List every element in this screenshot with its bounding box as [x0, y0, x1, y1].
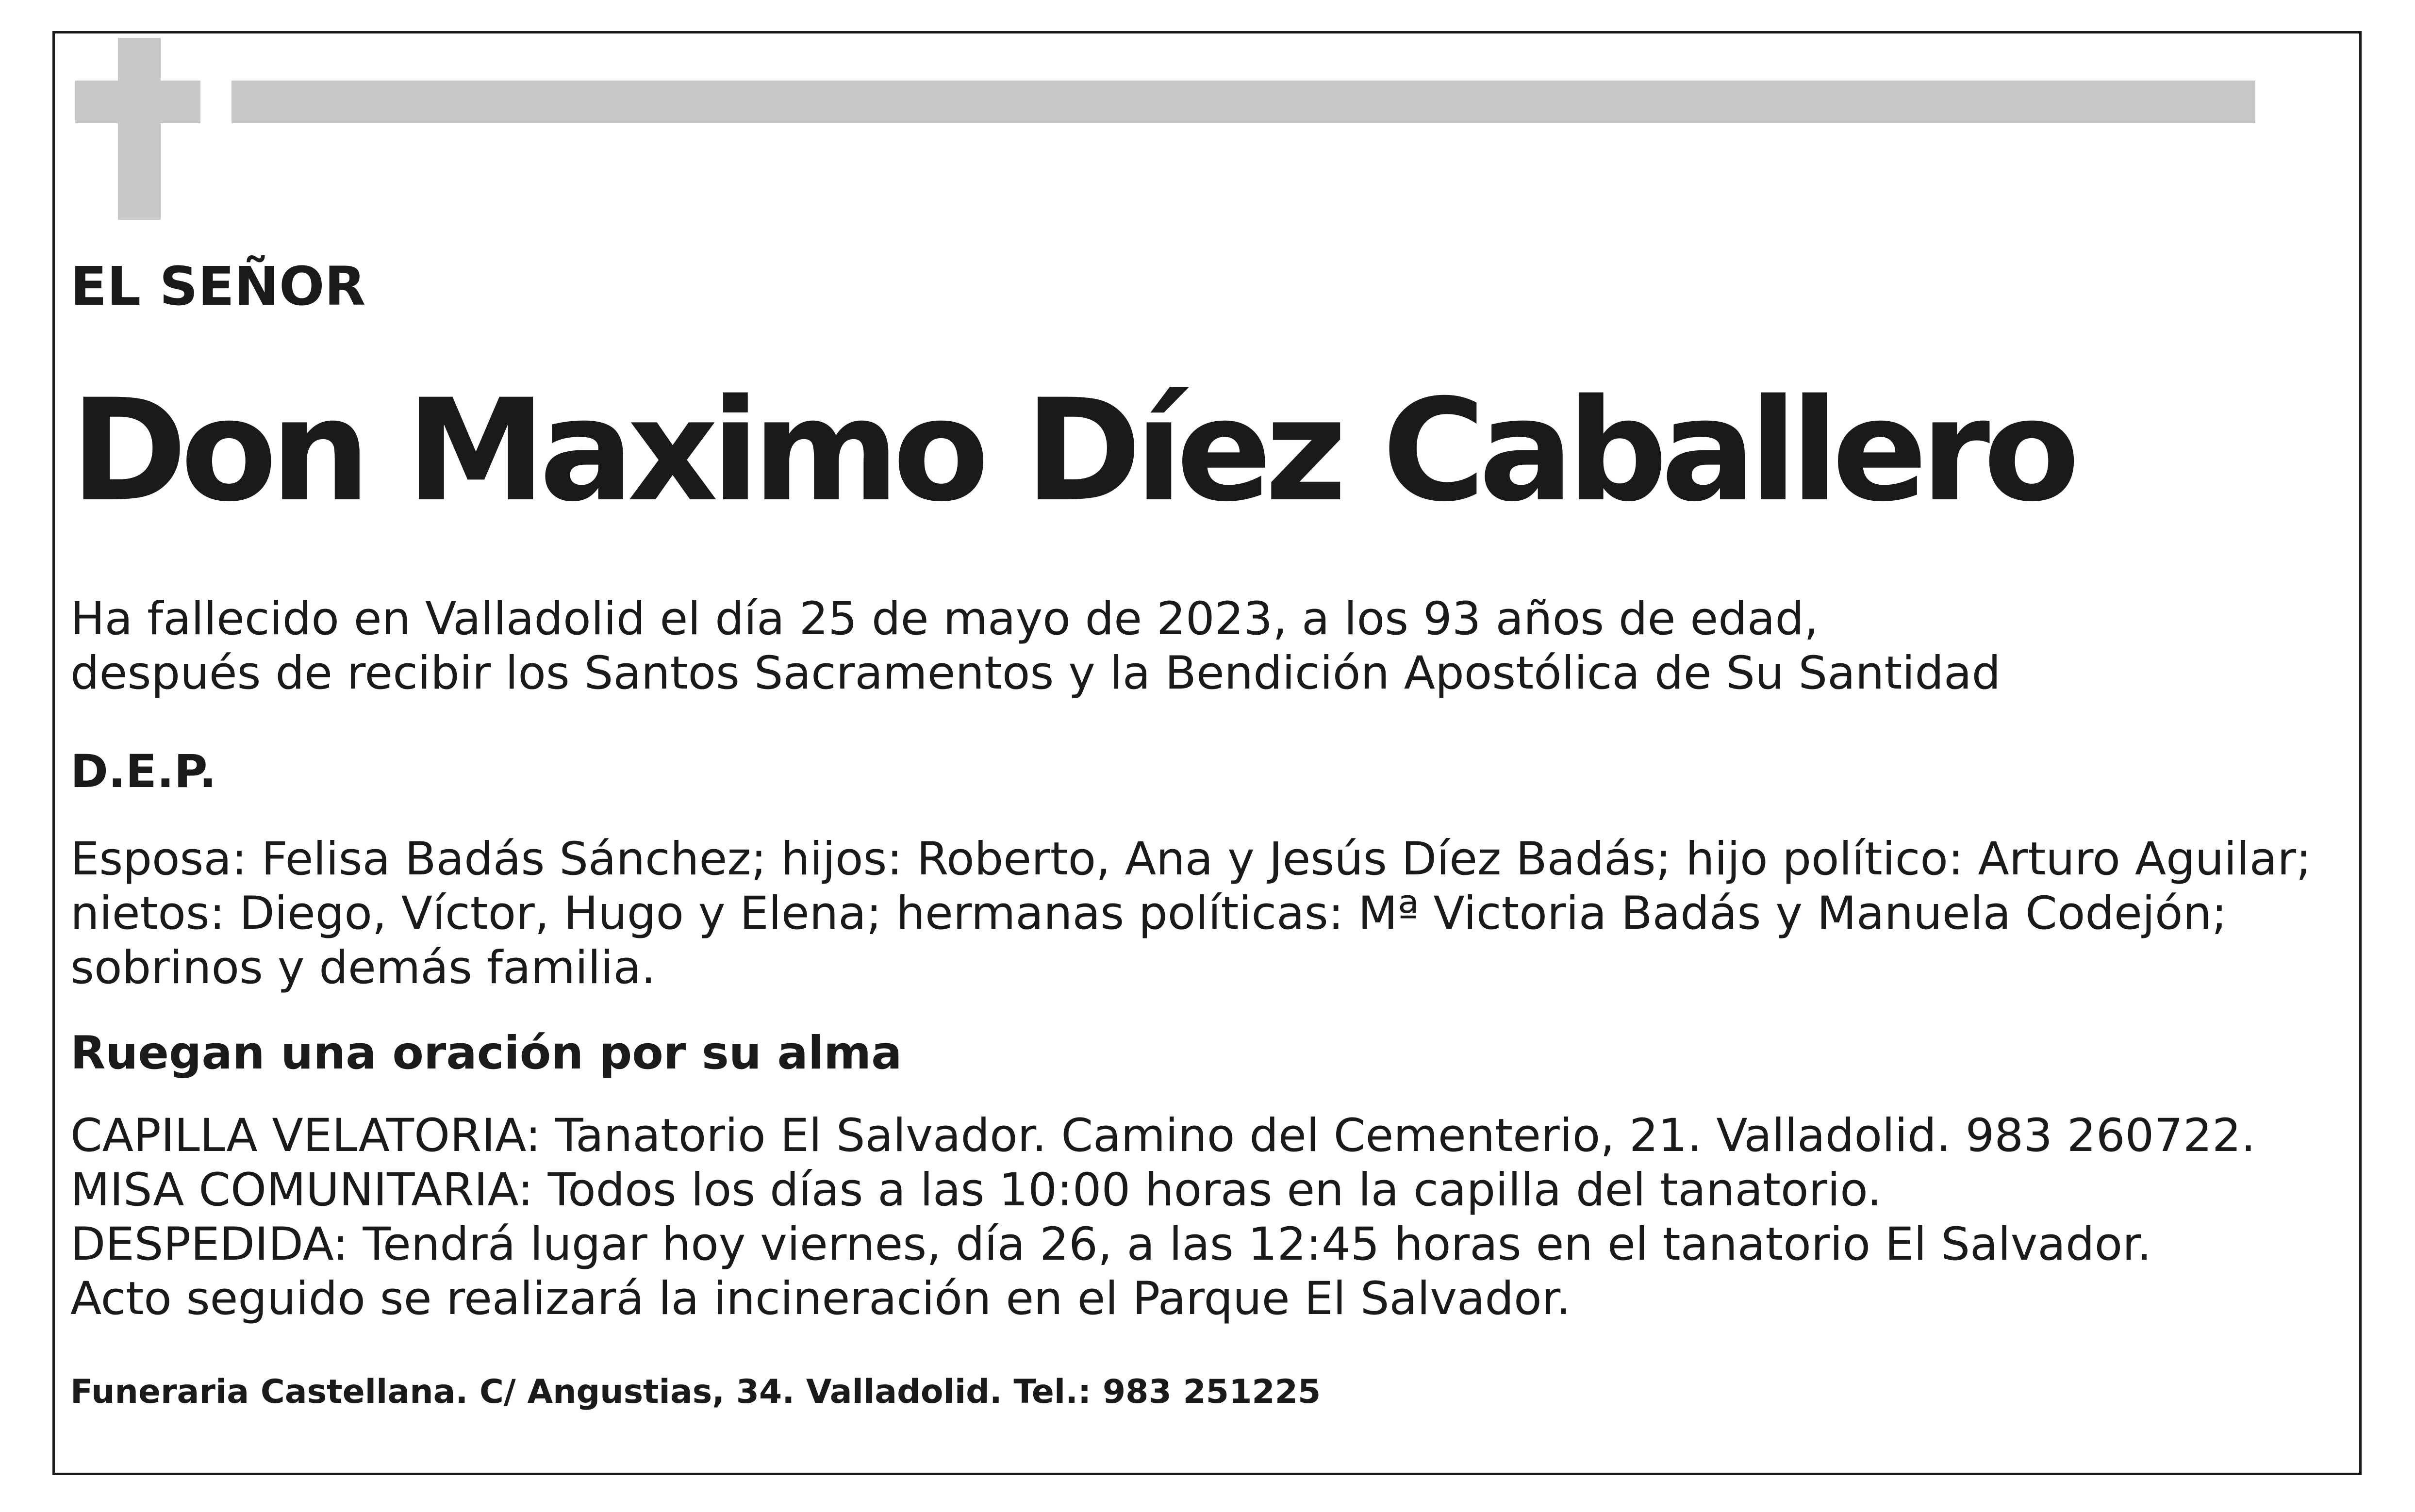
announcement-line: después de recibir los Santos Sacramentos y la Bendición Apostólica de Su Santidad: [70, 647, 2001, 700]
announcement-line: Ha fallecido en Valladolid el día 25 de mayo de 2023, a los 93 años de edad,: [70, 592, 1819, 645]
dep-label: D.E.P.: [70, 745, 217, 798]
detail-line: CAPILLA VELATORIA: Tanatorio El Salvador. Camino del Cementerio, 21. Valladolid. 983 260722.: [70, 1109, 2256, 1162]
title-prefix: EL SEÑOR: [70, 255, 366, 317]
prayer-request: Ruegan una oración por su alma: [70, 1027, 902, 1080]
service-details: [70, 1109, 2256, 1326]
family-list: [70, 832, 2312, 995]
funeral-home-footer: Funeraria Castellana. C/ Angustias, 34. Valladolid. Tel.: 983 251225: [70, 1373, 1321, 1411]
announcement: [70, 592, 2001, 701]
detail-line: Acto seguido se realizará la incineración en el Parque El Salvador.: [70, 1272, 1571, 1325]
family-line: Esposa: Felisa Badás Sánchez; hijos: Roberto, Ana y Jesús Díez Badás; hijo político: Arturo Aguilar;: [70, 833, 2312, 886]
family-line: nietos: Diego, Víctor, Hugo y Elena; hermanas políticas: Mª Victoria Badás y Manuela Codejón;: [70, 887, 2227, 940]
detail-line: DESPEDIDA: Tendrá lugar hoy viernes, día 26, a las 12:45 horas en el tanatorio El Salvador.: [70, 1218, 2152, 1271]
detail-line: MISA COMUNITARIA: Todos los días a las 10:00 horas en la capilla del tanatorio.: [70, 1164, 1882, 1216]
cross-horizontal-bar: [75, 81, 200, 123]
family-line: sobrinos y demás familia.: [70, 941, 656, 994]
cross-icon: [75, 38, 200, 220]
header-rule: [232, 81, 2255, 123]
deceased-name: Don Maximo Díez Caballero: [70, 369, 2073, 533]
cross-vertical-bar: [118, 38, 161, 220]
